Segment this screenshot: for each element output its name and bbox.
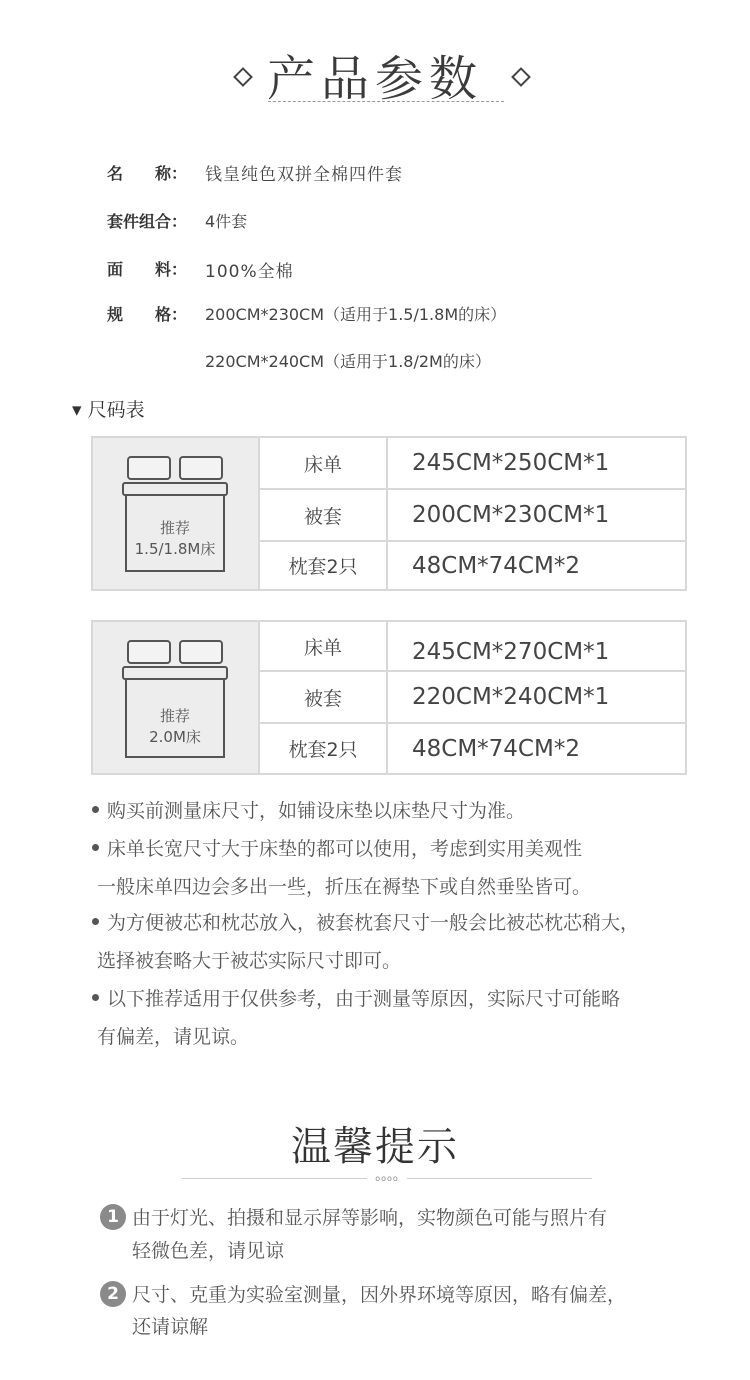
note-item-continued: 一般床单四边会多出一些，折压在褥垫下或自然垂坠皆可。	[97, 876, 592, 898]
tip-text-continued: 轻微色差，请见谅	[132, 1240, 285, 1262]
item-name: 床单	[260, 438, 388, 488]
item-name: 被套	[260, 490, 388, 540]
note-item	[92, 796, 525, 823]
note-item-continued: 有偏差，请见谅。	[97, 1026, 250, 1048]
headboard-icon	[122, 482, 228, 496]
note-item-continued: 选择被套略大于被芯实际尺寸即可。	[97, 950, 402, 972]
bed-recommend: 推荐	[159, 707, 190, 725]
pillow-icon	[127, 640, 171, 664]
table-row	[260, 438, 685, 490]
bullet-icon	[92, 844, 99, 851]
pillow-icon	[179, 456, 223, 480]
bullet-icon	[92, 918, 99, 925]
item-size: 245CM*270CM*1	[412, 639, 610, 665]
size-table-1	[91, 436, 687, 591]
bed-illustration-cell	[93, 622, 260, 773]
item-name: 枕套2只	[260, 542, 388, 589]
tip-text: 由于灯光、拍摄和显示屏等影响，实物颜色可能与照片有	[132, 1207, 608, 1229]
param-label-fabric: 面 料：	[107, 260, 188, 279]
bed-size-label: 2.0M床	[149, 728, 201, 746]
tip-text-continued: 还请谅解	[132, 1316, 209, 1338]
bed-recommend: 推荐	[159, 519, 190, 537]
param-label-name: 名 称：	[107, 164, 188, 183]
param-value-spec-1: 200CM*230CM（适用于1.5/1.8M的床）	[205, 305, 507, 324]
item-size: 200CM*230CM*1	[412, 502, 610, 528]
tips-dots: oooo	[367, 1174, 407, 1183]
note-text: 为方便被芯和枕芯放入，被套枕套尺寸一般会比被芯枕芯稍大，	[107, 912, 640, 934]
item-size: 220CM*240CM*1	[412, 684, 610, 710]
item-name: 枕套2只	[260, 724, 388, 773]
param-label-spec: 规 格：	[107, 305, 188, 324]
item-name: 床单	[260, 622, 388, 670]
title-divider	[268, 101, 504, 102]
param-value-spec-2: 220CM*240CM（适用于1.8/2M的床）	[205, 352, 491, 371]
item-size: 245CM*250CM*1	[412, 450, 610, 476]
item-name: 被套	[260, 672, 388, 722]
bullet-icon	[92, 806, 99, 813]
param-value-name: 钱皇纯色双拼全棉四件套	[205, 165, 403, 185]
bed-size-label: 1.5/1.8M床	[134, 540, 216, 558]
size-chart-heading: ▾ 尺码表	[72, 399, 145, 421]
pillow-icon	[179, 640, 223, 664]
note-text: 以下推荐适用于仅供参考，由于测量等原因，实际尺寸可能略	[107, 988, 621, 1010]
page-title: 产品参数	[266, 51, 483, 107]
note-text: 床单长宽尺寸大于床垫的都可以使用，考虑到实用美观性	[107, 838, 583, 860]
note-item	[92, 984, 620, 1011]
note-text: 购买前测量床尺寸，如铺设床垫以床垫尺寸为准。	[107, 800, 526, 822]
note-item	[92, 908, 639, 935]
tip-number-badge: 1	[100, 1204, 126, 1230]
param-label-set: 套件组合：	[107, 212, 188, 231]
bed-illustration-cell	[93, 438, 260, 589]
tip-text: 尺寸、克重为实验室测量，因外界环境等原因，略有偏差，	[132, 1284, 627, 1306]
bullet-icon	[92, 994, 99, 1001]
item-size: 48CM*74CM*2	[412, 552, 580, 579]
table-row	[260, 542, 685, 589]
note-item	[92, 834, 582, 861]
title-block	[0, 40, 750, 110]
table-row	[260, 490, 685, 542]
table-row	[260, 724, 685, 773]
param-value-fabric: 100%全棉	[205, 262, 294, 282]
item-size: 48CM*74CM*2	[412, 735, 580, 762]
headboard-icon	[122, 666, 228, 680]
table-row	[260, 672, 685, 724]
size-table-2	[91, 620, 687, 775]
table-row	[260, 622, 685, 672]
pillow-icon	[127, 456, 171, 480]
tips-title: 温馨提示	[291, 1124, 459, 1170]
param-value-set: 4件套	[205, 212, 248, 231]
tip-number-badge: 2	[100, 1281, 126, 1307]
